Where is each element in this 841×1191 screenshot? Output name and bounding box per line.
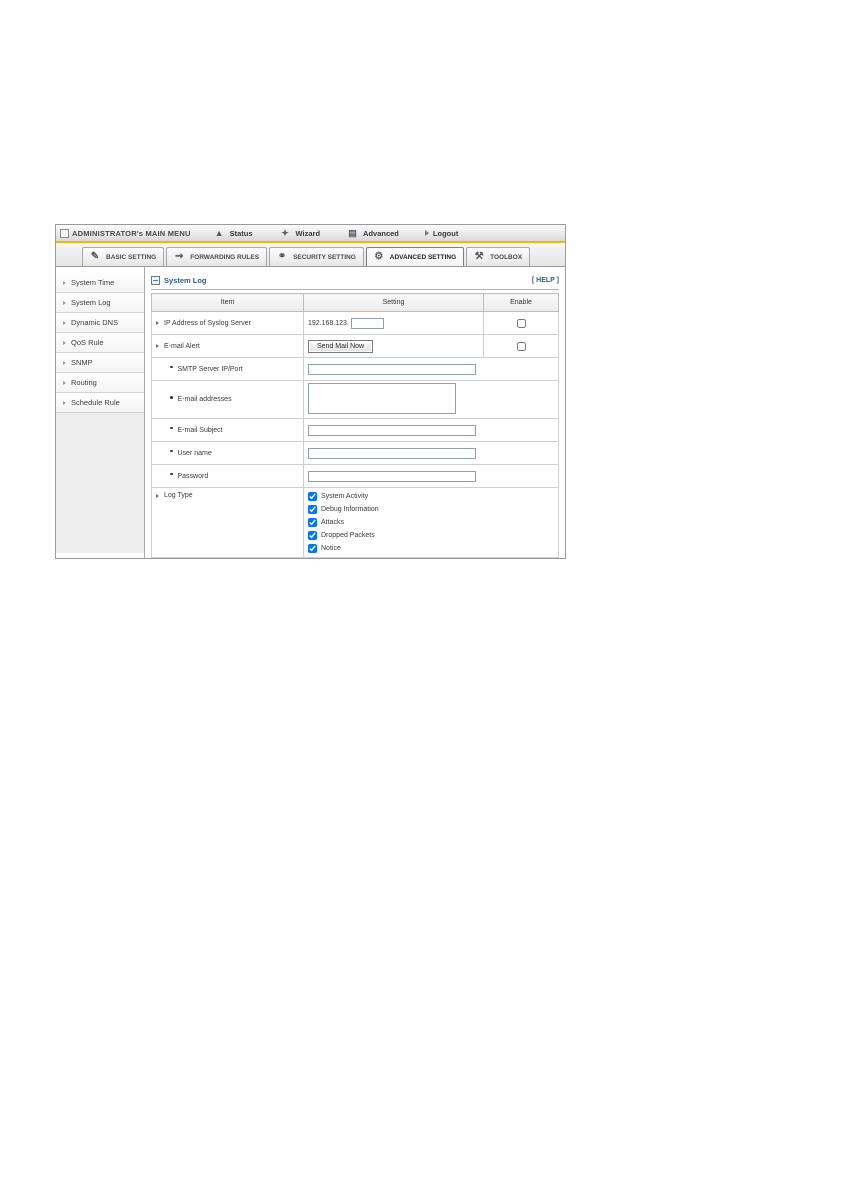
arrow-icon — [425, 230, 429, 236]
sidebar-item-snmp[interactable] — [56, 353, 144, 373]
email-alert-enable-checkbox[interactable] — [517, 342, 526, 351]
tab-security-setting-label: SECURITY SETTING — [293, 253, 356, 261]
bullet-icon — [170, 473, 173, 476]
email-addresses-label: E-mail addresses — [177, 396, 232, 403]
toolbox-icon: ⚒ — [474, 251, 484, 262]
menu-item-status[interactable] — [213, 228, 253, 239]
shield-icon: ⚭ — [277, 251, 287, 262]
log-type-dropped-packets-label: Dropped Packets — [321, 532, 375, 539]
menu-item-status-label: Status — [229, 228, 253, 238]
menu-item-wizard-label: Wizard — [295, 228, 321, 238]
bullet-icon — [63, 341, 66, 345]
help-link[interactable]: [ HELP ] — [531, 276, 559, 284]
bullet-icon — [170, 396, 173, 399]
email-subject-input[interactable] — [308, 425, 476, 436]
menu-item-advanced[interactable] — [346, 228, 399, 239]
table-row-email-subject — [152, 419, 559, 442]
email-alert-item-cell — [152, 335, 304, 358]
email-addresses-item-cell — [152, 381, 304, 419]
sidebar-item-routing[interactable] — [56, 373, 144, 393]
bullet-icon — [63, 381, 66, 385]
sidebar-item-dynamic-dns-label: Dynamic DNS — [71, 318, 119, 327]
sidebar-item-system-time-label: System Time — [71, 278, 115, 287]
syslog-server-item-cell — [152, 312, 304, 335]
user-name-input[interactable] — [308, 448, 476, 459]
bullet-icon — [63, 321, 66, 325]
panel-header — [151, 273, 559, 290]
panel-icon — [151, 276, 160, 285]
log-type-option-system-activity[interactable] — [308, 492, 554, 501]
pencil-icon: ✎ — [90, 251, 100, 262]
syslog-ip-last-input[interactable] — [351, 318, 384, 329]
sidebar-item-system-time[interactable] — [56, 273, 144, 293]
page-body — [56, 267, 565, 558]
admin-menu-bar — [56, 225, 565, 243]
tab-basic-setting-label: BASIC SETTING — [106, 253, 157, 261]
bullet-icon — [63, 401, 66, 405]
email-addresses-textarea[interactable] — [308, 383, 456, 414]
sidebar-item-qos-rule[interactable] — [56, 333, 144, 353]
bullet-icon — [63, 301, 66, 305]
column-header-item: Item — [152, 294, 304, 312]
email-subject-setting-cell — [304, 419, 559, 442]
user-name-item-cell — [152, 442, 304, 465]
menu-item-wizard[interactable] — [279, 228, 321, 239]
arrow-icon — [156, 344, 159, 348]
tab-advanced-setting[interactable] — [366, 247, 464, 266]
window-icon — [60, 229, 69, 238]
table-header-row — [152, 294, 559, 312]
menu-item-advanced-label: Advanced — [363, 228, 399, 238]
arrow-icon — [156, 321, 159, 325]
column-header-setting: Setting — [304, 294, 484, 312]
main-menu-title — [60, 229, 191, 238]
log-type-debug-information-checkbox[interactable] — [308, 505, 317, 514]
table-row-log-type — [152, 488, 559, 558]
log-type-system-activity-label: System Activity — [321, 493, 369, 500]
tab-toolbox-label: TOOLBOX — [490, 253, 523, 261]
email-subject-label: E-mail Subject — [177, 426, 223, 434]
bullet-icon — [170, 450, 173, 453]
smtp-server-input[interactable] — [308, 364, 476, 375]
tab-strip — [56, 243, 565, 267]
syslog-server-enable-checkbox[interactable] — [517, 319, 526, 328]
sidebar-item-qos-rule-label: QoS Rule — [71, 338, 104, 347]
log-type-label: Log Type — [164, 492, 193, 499]
log-type-system-activity-checkbox[interactable] — [308, 492, 317, 501]
smtp-server-label: SMTP Server IP/Port — [177, 365, 243, 373]
menu-item-logout[interactable] — [425, 229, 458, 238]
log-type-option-attacks[interactable] — [308, 518, 554, 527]
page-title: System Log — [164, 275, 207, 285]
forward-icon: ⇝ — [175, 251, 184, 262]
log-type-attacks-label: Attacks — [321, 519, 344, 526]
password-input[interactable] — [308, 471, 476, 482]
log-type-option-notice[interactable] — [308, 544, 554, 553]
sidebar-filler — [56, 413, 144, 553]
status-icon: ▲ — [214, 227, 224, 238]
log-type-item-cell — [152, 488, 304, 558]
router-admin-page — [55, 224, 566, 559]
menu-item-logout-label: Logout — [432, 228, 459, 238]
tab-forwarding-rules[interactable] — [166, 247, 267, 266]
log-type-notice-label: Notice — [321, 545, 341, 552]
wizard-icon: ✦ — [281, 227, 289, 238]
tab-toolbox[interactable] — [466, 247, 530, 266]
bullet-icon — [63, 281, 66, 285]
email-subject-item-cell — [152, 419, 304, 442]
log-type-options — [308, 490, 554, 555]
log-type-notice-checkbox[interactable] — [308, 544, 317, 553]
user-name-label: User name — [177, 449, 212, 457]
table-row-email-addresses — [152, 381, 559, 419]
log-type-debug-information-label: Debug Information — [321, 506, 379, 513]
log-type-option-dropped-packets[interactable] — [308, 531, 554, 540]
sidebar-item-system-log[interactable] — [56, 293, 144, 313]
log-type-attacks-checkbox[interactable] — [308, 518, 317, 527]
email-addresses-setting-cell — [304, 381, 559, 419]
log-type-option-debug-information[interactable] — [308, 505, 554, 514]
user-name-setting-cell — [304, 442, 559, 465]
smtp-server-item-cell — [152, 358, 304, 381]
tab-advanced-setting-label: ADVANCED SETTING — [389, 253, 457, 261]
syslog-server-setting-cell — [304, 312, 484, 335]
smtp-server-setting-cell — [304, 358, 559, 381]
gear-icon: ⚙ — [374, 251, 384, 262]
bullet-icon — [170, 427, 173, 430]
sidebar-item-schedule-rule[interactable] — [56, 393, 144, 413]
password-setting-cell — [304, 465, 559, 488]
table-row-syslog-server — [152, 312, 559, 335]
log-type-setting-cell — [304, 488, 559, 558]
syslog-ip-prefix: 192.168.123. — [308, 319, 349, 327]
tab-security-setting[interactable] — [269, 247, 364, 266]
sidebar-item-system-log-label: System Log — [71, 298, 111, 307]
send-mail-now-button[interactable]: Send Mail Now — [308, 340, 373, 353]
table-row-user-name — [152, 442, 559, 465]
tab-basic-setting[interactable] — [82, 247, 164, 266]
main-menu-label: ADMINISTRATOR's MAIN MENU — [72, 228, 191, 238]
table-row-email-alert — [152, 335, 559, 358]
bullet-icon — [170, 366, 173, 369]
log-type-dropped-packets-checkbox[interactable] — [308, 531, 317, 540]
table-row-password — [152, 465, 559, 488]
syslog-server-enable-cell — [484, 312, 559, 335]
sidebar-item-dynamic-dns[interactable] — [56, 313, 144, 333]
content-panel — [145, 267, 565, 558]
column-header-enable: Enable — [484, 294, 559, 312]
sidebar-item-schedule-rule-label: Schedule Rule — [71, 398, 120, 407]
bullet-icon — [63, 361, 66, 365]
tab-forwarding-rules-label: FORWARDING RULES — [190, 253, 260, 261]
email-alert-enable-cell — [484, 335, 559, 358]
sidebar-item-snmp-label: SNMP — [71, 358, 93, 367]
syslog-server-label: IP Address of Syslog Server — [164, 319, 252, 327]
advanced-icon: ▤ — [348, 227, 357, 238]
email-alert-setting-cell — [304, 335, 484, 358]
password-label: Password — [177, 472, 209, 480]
system-log-table — [151, 293, 559, 558]
email-alert-label: E-mail Alert — [164, 342, 200, 350]
sidebar-item-routing-label: Routing — [71, 378, 97, 387]
sidebar — [56, 267, 145, 558]
arrow-icon — [156, 494, 159, 498]
table-row-smtp-server — [152, 358, 559, 381]
password-item-cell — [152, 465, 304, 488]
